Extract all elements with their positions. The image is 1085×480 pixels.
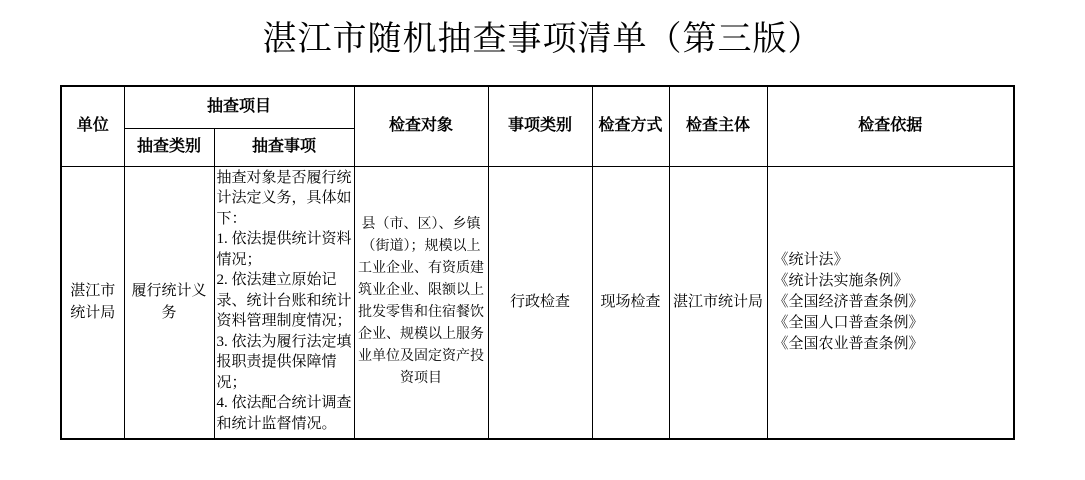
basis-line-5: 《全国农业普查条例》 bbox=[773, 335, 924, 352]
inspection-item-intro: 抽查对象是否履行统计法定义务，具体如下： bbox=[216, 169, 352, 227]
basis-line-2: 《统计法实施条例》 bbox=[773, 272, 909, 289]
cell-inspection-category: 履行统计义务 bbox=[124, 166, 214, 439]
header-inspection-basis: 检查依据 bbox=[767, 86, 1014, 166]
basis-line-3: 《全国经济普查条例》 bbox=[773, 293, 924, 310]
inspection-item-point-2: 2. 依法建立原始记录、统计台账和统计资料管理制度情况； bbox=[216, 272, 352, 330]
inspection-item-point-1: 1. 依法提供统计资料情况； bbox=[216, 231, 352, 268]
cell-inspection-basis bbox=[767, 166, 1014, 439]
header-inspection-category: 抽查类别 bbox=[124, 128, 214, 166]
inspection-list-table bbox=[60, 85, 1015, 440]
header-inspection-project: 抽查项目 bbox=[124, 86, 354, 128]
header-unit: 单位 bbox=[61, 86, 124, 166]
basis-line-4: 《全国人口普查条例》 bbox=[773, 314, 924, 331]
header-item-category: 事项类别 bbox=[488, 86, 592, 166]
header-inspection-method: 检查方式 bbox=[592, 86, 669, 166]
cell-unit: 湛江市统计局 bbox=[61, 166, 124, 439]
header-row-1 bbox=[61, 86, 1014, 128]
inspection-item-point-3: 3. 依法为履行法定填报职责提供保障情况； bbox=[216, 333, 352, 391]
cell-inspection-method: 现场检查 bbox=[592, 166, 669, 439]
page-title: 湛江市随机抽查事项清单（第三版） bbox=[262, 21, 823, 58]
table-row bbox=[61, 166, 1014, 439]
header-inspection-item: 抽查事项 bbox=[214, 128, 354, 166]
basis-line-1: 《统计法》 bbox=[773, 251, 849, 268]
header-inspection-target: 检查对象 bbox=[354, 86, 488, 166]
cell-inspection-target: 县（市、区）、乡镇（街道）；规模以上工业企业、有资质建筑业企业、限额以上批发零售和住宿餐饮企业、规模以上服务业单位及固定资产投资项目 bbox=[354, 166, 488, 439]
cell-inspection-subject: 湛江市统计局 bbox=[669, 166, 767, 439]
table-body bbox=[61, 166, 1014, 439]
cell-inspection-item bbox=[214, 166, 354, 439]
cell-item-category: 行政检查 bbox=[488, 166, 592, 439]
table-header bbox=[61, 86, 1014, 166]
inspection-item-point-4: 4. 依法配合统计调查和统计监督情况。 bbox=[216, 395, 352, 432]
header-inspection-subject: 检查主体 bbox=[669, 86, 767, 166]
